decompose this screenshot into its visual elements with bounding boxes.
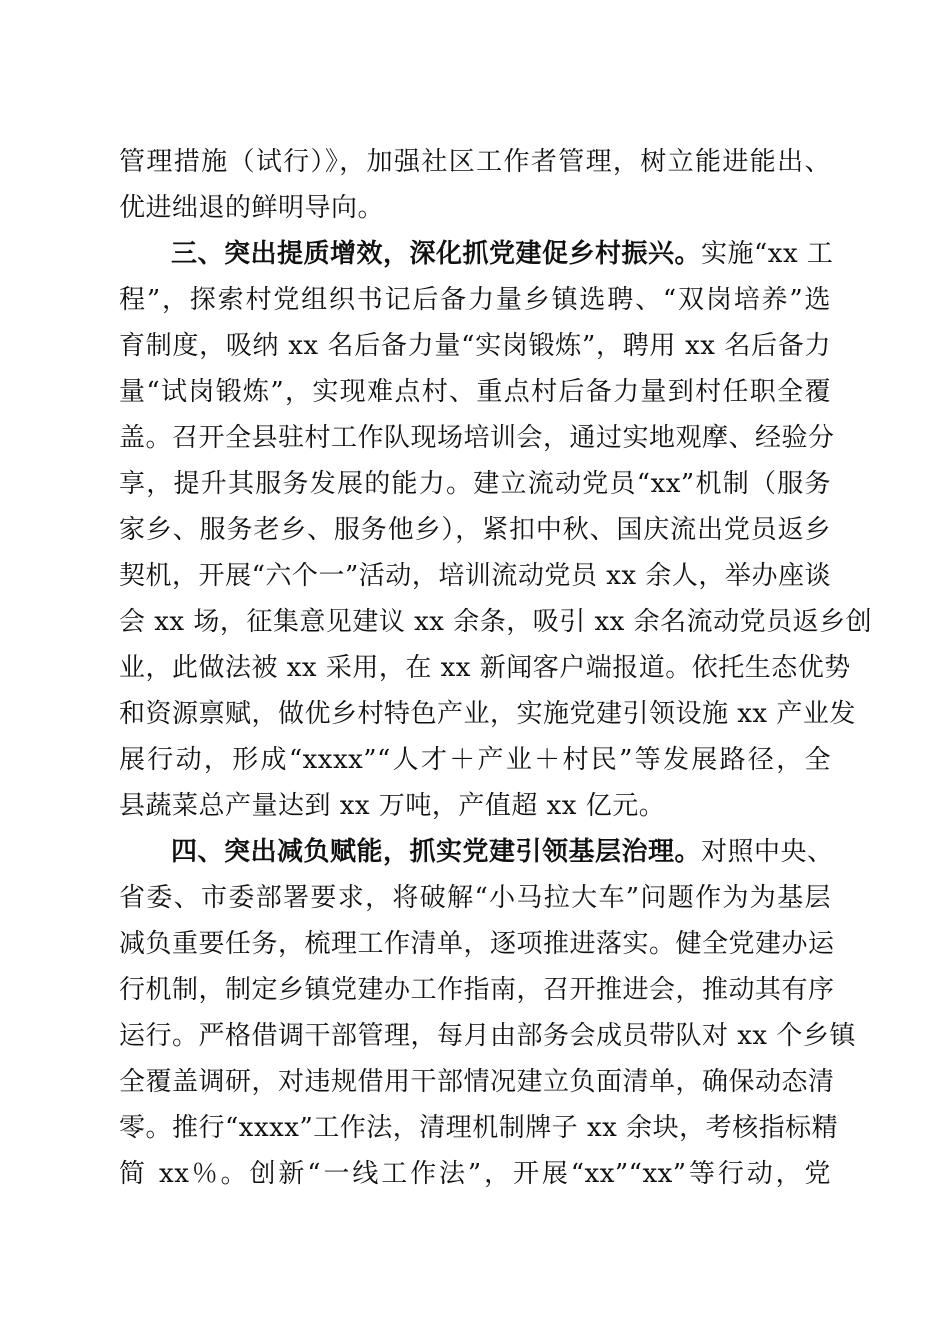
section-3-first-line-text: 实施“xx 工 (701, 239, 834, 269)
section-3-line: 契机，开展“六个一”活动，培训流动党员 xx 余人，举办座谈 (119, 561, 831, 591)
paragraph-1-line-2: 优进绌退的鲜明导向。 (119, 193, 385, 223)
section-4-first-line (171, 837, 834, 867)
section-3-line: 县蔬菜总产量达到 xx 万吨，产值超 xx 亿元。 (119, 791, 666, 821)
section-4-line: 行机制，制定乡镇党建办工作指南，召开推进会，推动其有序 (119, 975, 835, 1005)
section-3-line: 量“试岗锻炼”，实现难点村、重点村后备力量到村任职全覆 (119, 377, 831, 407)
section-3-heading: 三、突出提质增效，深化抓党建促乡村振兴。 (171, 239, 702, 269)
section-3-line: 程”，探索村党组织书记后备力量乡镇选聘、“双岗培养”选 (119, 285, 831, 315)
section-4-first-line-text: 对照中央、 (701, 837, 834, 867)
section-4-line: 简 xx％。创新“一线工作法”，开展“xx”“xx”等行动，党 (119, 1159, 831, 1189)
section-4-line: 减负重要任务，梳理工作清单，逐项推进落实。健全党建办运 (119, 929, 835, 959)
section-4-line: 运行。严格借调干部管理，每月由部务会成员带队对 xx 个乡镇 (119, 1021, 856, 1051)
section-4-line: 全覆盖调研，对违规借用干部情况建立负面清单，确保动态清 (119, 1067, 835, 1097)
section-4-line: 省委、市委部署要求，将破解“小马拉大车”问题作为为基层 (119, 883, 831, 913)
section-3-line: 和资源禀赋，做优乡村特色产业，实施党建引领设施 xx 产业发 (119, 699, 856, 729)
paragraph-1-line-1: 管理措施（试行）》，加强社区工作者管理，树立能进能出、 (119, 147, 831, 177)
section-3-line: 会 xx 场，征集意见建议 xx 余条，吸引 xx 余名流动党员返乡创 (119, 607, 873, 637)
section-3-line: 家乡、服务老乡、服务他乡），紧扣中秋、国庆流出党员返乡 (119, 515, 831, 545)
section-3-line: 育制度，吸纳 xx 名后备力量“实岗锻炼”，聘用 xx 名后备力 (119, 331, 831, 361)
section-3-first-line (171, 239, 834, 269)
section-3-line: 盖。召开全县驻村工作队现场培训会，通过实地观摩、经验分 (119, 423, 835, 453)
section-4-heading: 四、突出减负赋能，抓实党建引领基层治理。 (171, 837, 702, 867)
section-4-line: 零。推行“xxxx”工作法，清理机制牌子 xx 余块，考核指标精 (119, 1113, 839, 1143)
section-3-line: 展行动，形成“xxxx”“人才＋产业＋村民”等发展路径，全 (119, 745, 831, 775)
section-3-line: 业，此做法被 xx 采用，在 xx 新闻客户端报道。依托生态优势 (119, 653, 851, 683)
section-3-line: 享，提升其服务发展的能力。建立流动党员“xx”机制（服务 (119, 469, 831, 499)
